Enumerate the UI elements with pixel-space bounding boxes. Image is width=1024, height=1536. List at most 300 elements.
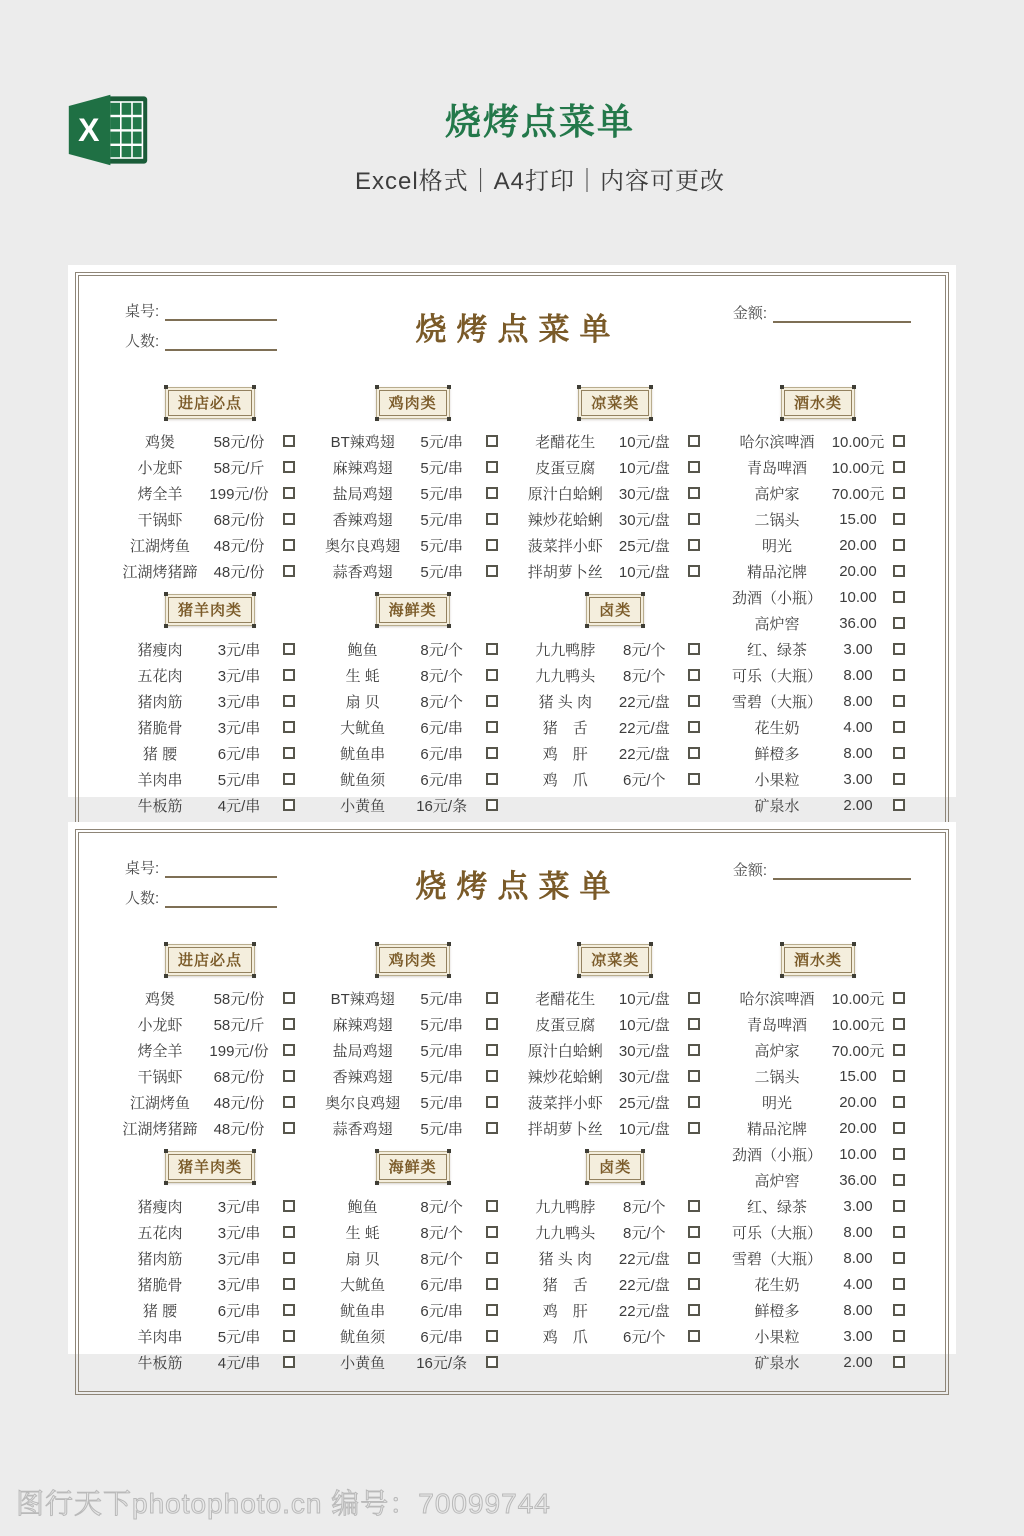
item-checkbox[interactable] bbox=[283, 643, 295, 655]
item-name: 鲍鱼 bbox=[347, 641, 378, 659]
item-price: 6元/串 bbox=[217, 1302, 261, 1320]
item-checkbox[interactable] bbox=[283, 773, 295, 785]
item-checkbox[interactable] bbox=[688, 1044, 700, 1056]
category-band bbox=[117, 935, 303, 985]
item-checkbox[interactable] bbox=[283, 747, 295, 759]
item-checkbox[interactable] bbox=[688, 1096, 700, 1108]
item-checkbox[interactable] bbox=[283, 1044, 295, 1056]
item-checkbox[interactable] bbox=[893, 1148, 905, 1160]
badge-pin-icon bbox=[447, 974, 451, 978]
item-checkbox[interactable] bbox=[486, 721, 498, 733]
menu-item-row bbox=[725, 454, 911, 480]
item-price: 22元/盘 bbox=[618, 1276, 670, 1294]
amount-label: 金额: bbox=[732, 305, 767, 322]
item-price: 3.00 bbox=[843, 640, 873, 658]
item-checkbox[interactable] bbox=[688, 747, 700, 759]
item-checkbox[interactable] bbox=[893, 435, 905, 447]
item-checkbox[interactable] bbox=[688, 669, 700, 681]
category-band bbox=[320, 378, 506, 428]
amount-blank[interactable] bbox=[773, 865, 911, 880]
table-number-blank[interactable] bbox=[165, 863, 277, 878]
item-checkbox[interactable] bbox=[283, 1018, 295, 1030]
item-checkbox[interactable] bbox=[283, 1304, 295, 1316]
item-checkbox[interactable] bbox=[486, 487, 498, 499]
category-label: 海鲜类 bbox=[379, 597, 447, 623]
category-band bbox=[725, 935, 911, 985]
menu-item-row bbox=[320, 428, 506, 454]
amount-field bbox=[686, 300, 911, 332]
item-name: 高炉家 bbox=[754, 1042, 800, 1060]
menu-item-row bbox=[320, 1297, 506, 1323]
item-price: 10元/盘 bbox=[618, 433, 670, 451]
menu-item-row bbox=[725, 1011, 911, 1037]
badge-pin-icon bbox=[852, 974, 856, 978]
item-name: 小果粒 bbox=[754, 1328, 800, 1346]
item-price: 5元/串 bbox=[420, 1068, 463, 1086]
people-count-label: 人数: bbox=[125, 333, 160, 350]
item-name: 猪 舌 bbox=[542, 719, 588, 737]
menu-item-row bbox=[522, 428, 708, 454]
order-fields bbox=[117, 300, 350, 360]
item-checkbox[interactable] bbox=[486, 643, 498, 655]
item-checkbox[interactable] bbox=[893, 721, 905, 733]
item-checkbox[interactable] bbox=[893, 1330, 905, 1342]
item-name: 猪瘦肉 bbox=[137, 1198, 183, 1216]
category-label: 进店必点 bbox=[168, 390, 252, 416]
category-label: 猪羊肉类 bbox=[168, 1154, 252, 1180]
item-checkbox[interactable] bbox=[486, 1096, 498, 1108]
item-price: 22元/盘 bbox=[618, 719, 670, 737]
item-price: 8元/个 bbox=[420, 1224, 463, 1242]
item-checkbox[interactable] bbox=[283, 1070, 295, 1082]
item-price: 30元/盘 bbox=[618, 1042, 670, 1060]
item-price: 20.00 bbox=[839, 1119, 877, 1137]
item-price: 3.00 bbox=[843, 770, 873, 788]
people-count-blank[interactable] bbox=[165, 336, 277, 351]
category-label: 卤类 bbox=[589, 597, 641, 623]
item-checkbox[interactable] bbox=[283, 539, 295, 551]
category-band bbox=[522, 584, 708, 636]
menu-item-row bbox=[522, 454, 708, 480]
item-price: 6元/个 bbox=[623, 1328, 666, 1346]
item-price: 6元/串 bbox=[420, 771, 463, 789]
menu-item-row bbox=[320, 1089, 506, 1115]
item-checkbox[interactable] bbox=[688, 1226, 700, 1238]
item-name: 精品沱牌 bbox=[746, 1120, 807, 1138]
item-price: 3元/串 bbox=[217, 1276, 261, 1294]
item-price: 5元/串 bbox=[420, 1016, 463, 1034]
item-name: 菠菜拌小虾 bbox=[527, 537, 603, 555]
item-checkbox[interactable] bbox=[486, 1044, 498, 1056]
badge-pin-icon bbox=[780, 385, 784, 389]
item-checkbox[interactable] bbox=[688, 1122, 700, 1134]
item-checkbox[interactable] bbox=[688, 1304, 700, 1316]
category-band bbox=[522, 1141, 708, 1193]
item-name: 猪 头 肉 bbox=[538, 1250, 592, 1268]
item-checkbox[interactable] bbox=[688, 1018, 700, 1030]
menu-item-row bbox=[522, 480, 708, 506]
item-name: 高炉窖 bbox=[754, 615, 800, 633]
item-checkbox[interactable] bbox=[486, 1226, 498, 1238]
item-price: 30元/盘 bbox=[618, 511, 670, 529]
item-checkbox[interactable] bbox=[688, 1330, 700, 1342]
table-number-blank[interactable] bbox=[165, 306, 277, 321]
menu-item-row bbox=[725, 714, 911, 740]
item-name: 五花肉 bbox=[137, 1224, 183, 1242]
menu-item-row bbox=[117, 792, 303, 818]
amount-field bbox=[686, 857, 911, 889]
item-checkbox[interactable] bbox=[486, 435, 498, 447]
item-checkbox[interactable] bbox=[893, 1304, 905, 1316]
item-checkbox[interactable] bbox=[486, 1070, 498, 1082]
badge-pin-icon bbox=[375, 942, 379, 946]
category-badge bbox=[781, 387, 855, 419]
badge-pin-icon bbox=[852, 385, 856, 389]
menu-item-row bbox=[522, 558, 708, 584]
item-checkbox[interactable] bbox=[283, 669, 295, 681]
item-checkbox[interactable] bbox=[893, 992, 905, 1004]
item-price: 5元/串 bbox=[420, 485, 463, 503]
badge-pin-icon bbox=[164, 592, 168, 596]
item-checkbox[interactable] bbox=[688, 1070, 700, 1082]
menu-item-row bbox=[522, 662, 708, 688]
badge-pin-icon bbox=[577, 942, 581, 946]
item-name: 鲍鱼 bbox=[347, 1198, 378, 1216]
people-count-field bbox=[125, 887, 350, 908]
item-checkbox[interactable] bbox=[486, 1356, 498, 1368]
item-name: 干锅虾 bbox=[137, 1068, 183, 1086]
item-checkbox[interactable] bbox=[893, 1226, 905, 1238]
category-badge bbox=[376, 387, 450, 419]
item-checkbox[interactable] bbox=[486, 695, 498, 707]
badge-pin-icon bbox=[252, 974, 256, 978]
item-price: 5元/串 bbox=[420, 563, 463, 581]
item-checkbox[interactable] bbox=[893, 1122, 905, 1134]
item-price: 6元/串 bbox=[420, 745, 463, 763]
badge-pin-icon bbox=[447, 417, 451, 421]
item-price: 10元/盘 bbox=[618, 990, 670, 1008]
item-name: 高炉家 bbox=[754, 485, 800, 503]
menu-item-row bbox=[522, 636, 708, 662]
item-checkbox[interactable] bbox=[486, 513, 498, 525]
item-checkbox[interactable] bbox=[486, 669, 498, 681]
menu-item-row bbox=[725, 1219, 911, 1245]
item-name: 青岛啤酒 bbox=[746, 1016, 807, 1034]
menu-item-row bbox=[725, 662, 911, 688]
menu-grid bbox=[117, 378, 911, 818]
item-checkbox[interactable] bbox=[486, 1200, 498, 1212]
item-checkbox[interactable] bbox=[893, 643, 905, 655]
category-badge bbox=[165, 1151, 255, 1183]
item-price: 8元/个 bbox=[623, 641, 666, 659]
item-checkbox[interactable] bbox=[486, 747, 498, 759]
item-price: 5元/串 bbox=[420, 537, 463, 555]
item-checkbox[interactable] bbox=[893, 1018, 905, 1030]
item-name: 鸡 肝 bbox=[542, 745, 588, 763]
item-checkbox[interactable] bbox=[893, 1252, 905, 1264]
badge-pin-icon bbox=[252, 942, 256, 946]
item-checkbox[interactable] bbox=[688, 435, 700, 447]
item-price: 8.00 bbox=[843, 666, 873, 684]
item-checkbox[interactable] bbox=[486, 1304, 498, 1316]
item-checkbox[interactable] bbox=[486, 1252, 498, 1264]
item-name: 蒜香鸡翅 bbox=[332, 563, 393, 581]
amount-blank[interactable] bbox=[773, 308, 911, 323]
item-price: 3元/串 bbox=[217, 1198, 261, 1216]
badge-pin-icon bbox=[375, 385, 379, 389]
item-price: 48元/份 bbox=[213, 563, 265, 581]
category-band bbox=[117, 584, 303, 636]
menu-item-row bbox=[725, 766, 911, 792]
item-price: 6元/个 bbox=[623, 771, 666, 789]
item-checkbox[interactable] bbox=[893, 461, 905, 473]
item-name: 明光 bbox=[761, 537, 792, 555]
category-badge bbox=[165, 594, 255, 626]
item-name: 干锅虾 bbox=[137, 511, 183, 529]
menu-column bbox=[320, 935, 506, 1375]
item-price: 68元/份 bbox=[213, 511, 265, 529]
item-price: 68元/份 bbox=[213, 1068, 265, 1086]
item-checkbox[interactable] bbox=[893, 591, 905, 603]
item-checkbox[interactable] bbox=[893, 617, 905, 629]
item-name: 鲜橙多 bbox=[754, 1302, 800, 1320]
item-checkbox[interactable] bbox=[688, 992, 700, 1004]
badge-pin-icon bbox=[164, 974, 168, 978]
item-checkbox[interactable] bbox=[283, 1122, 295, 1134]
item-checkbox[interactable] bbox=[688, 721, 700, 733]
item-checkbox[interactable] bbox=[893, 513, 905, 525]
badge-pin-icon bbox=[252, 417, 256, 421]
item-price: 10元/盘 bbox=[618, 1120, 670, 1138]
item-price: 5元/串 bbox=[217, 771, 261, 789]
menu-item-row bbox=[320, 766, 506, 792]
item-checkbox[interactable] bbox=[893, 1044, 905, 1056]
item-price: 8元/个 bbox=[623, 1224, 666, 1242]
item-price: 10.00元 bbox=[831, 1016, 885, 1034]
people-count-blank[interactable] bbox=[165, 893, 277, 908]
category-label: 海鲜类 bbox=[379, 1154, 447, 1180]
item-checkbox[interactable] bbox=[486, 461, 498, 473]
category-label: 凉菜类 bbox=[581, 947, 649, 973]
item-price: 4.00 bbox=[843, 718, 873, 736]
item-name: 矿泉水 bbox=[754, 797, 800, 815]
menu-card-bottom bbox=[68, 822, 956, 1372]
item-checkbox[interactable] bbox=[893, 1174, 905, 1186]
item-checkbox[interactable] bbox=[486, 1278, 498, 1290]
item-checkbox[interactable] bbox=[283, 1252, 295, 1264]
menu-item-row bbox=[725, 1089, 911, 1115]
item-checkbox[interactable] bbox=[688, 539, 700, 551]
category-badge bbox=[578, 387, 652, 419]
table-number-label: 桌号: bbox=[125, 860, 160, 877]
item-name: 猪脆骨 bbox=[137, 719, 183, 737]
item-name: 江湖烤鱼 bbox=[129, 1094, 190, 1112]
menu-item-row bbox=[522, 1089, 708, 1115]
item-name: 二锅头 bbox=[754, 511, 800, 529]
menu-item-row bbox=[117, 1297, 303, 1323]
category-badge bbox=[586, 1151, 644, 1183]
item-name: 哈尔滨啤酒 bbox=[739, 990, 815, 1008]
item-checkbox[interactable] bbox=[688, 643, 700, 655]
item-checkbox[interactable] bbox=[688, 695, 700, 707]
item-checkbox[interactable] bbox=[283, 695, 295, 707]
item-checkbox[interactable] bbox=[893, 1200, 905, 1212]
menu-item-row bbox=[725, 1141, 911, 1167]
item-checkbox[interactable] bbox=[688, 565, 700, 577]
item-checkbox[interactable] bbox=[893, 773, 905, 785]
menu-item-row bbox=[522, 1063, 708, 1089]
category-label: 卤类 bbox=[589, 1154, 641, 1180]
menu-item-row bbox=[725, 506, 911, 532]
menu-item-row bbox=[725, 792, 911, 818]
menu-item-row bbox=[725, 636, 911, 662]
item-name: 鸡 爪 bbox=[542, 1328, 588, 1346]
menu-item-row bbox=[117, 1089, 303, 1115]
badge-pin-icon bbox=[252, 1181, 256, 1185]
category-band bbox=[725, 378, 911, 428]
item-checkbox[interactable] bbox=[688, 1200, 700, 1212]
item-checkbox[interactable] bbox=[688, 1278, 700, 1290]
item-checkbox[interactable] bbox=[893, 487, 905, 499]
item-name: 九九鸭头 bbox=[535, 1224, 596, 1242]
item-checkbox[interactable] bbox=[283, 487, 295, 499]
item-price: 8元/个 bbox=[623, 1198, 666, 1216]
menu-item-row bbox=[320, 1271, 506, 1297]
menu-item-row bbox=[117, 454, 303, 480]
item-checkbox[interactable] bbox=[283, 1330, 295, 1342]
item-name: 小龙虾 bbox=[137, 459, 183, 477]
item-checkbox[interactable] bbox=[283, 565, 295, 577]
item-price: 5元/串 bbox=[420, 1042, 463, 1060]
item-name: 猪脆骨 bbox=[137, 1276, 183, 1294]
amount-label: 金额: bbox=[732, 862, 767, 879]
item-checkbox[interactable] bbox=[688, 461, 700, 473]
menu-item-row bbox=[117, 1323, 303, 1349]
item-checkbox[interactable] bbox=[283, 461, 295, 473]
item-checkbox[interactable] bbox=[283, 1226, 295, 1238]
item-checkbox[interactable] bbox=[283, 799, 295, 811]
item-name: 皮蛋豆腐 bbox=[535, 1016, 596, 1034]
menu-item-row bbox=[320, 985, 506, 1011]
menu-column bbox=[522, 378, 708, 818]
menu-item-row bbox=[522, 1011, 708, 1037]
item-checkbox[interactable] bbox=[486, 773, 498, 785]
item-name: 盐局鸡翅 bbox=[332, 1042, 393, 1060]
item-name: 盐局鸡翅 bbox=[332, 485, 393, 503]
item-price: 15.00 bbox=[839, 510, 877, 528]
item-price: 3.00 bbox=[843, 1197, 873, 1215]
item-price: 5元/串 bbox=[420, 511, 463, 529]
item-checkbox[interactable] bbox=[893, 539, 905, 551]
item-price: 70.00元 bbox=[831, 1042, 885, 1060]
item-name: 猪瘦肉 bbox=[137, 641, 183, 659]
item-name: 劲酒（小瓶） bbox=[731, 1146, 822, 1164]
item-checkbox[interactable] bbox=[283, 435, 295, 447]
item-checkbox[interactable] bbox=[283, 1356, 295, 1368]
item-checkbox[interactable] bbox=[283, 513, 295, 525]
item-name: 哈尔滨啤酒 bbox=[739, 433, 815, 451]
item-price: 48元/份 bbox=[213, 1120, 265, 1138]
menu-item-row bbox=[725, 428, 911, 454]
category-badge bbox=[578, 944, 652, 976]
item-checkbox[interactable] bbox=[893, 565, 905, 577]
item-price: 8元/个 bbox=[420, 693, 463, 711]
item-name: 青岛啤酒 bbox=[746, 459, 807, 477]
item-checkbox[interactable] bbox=[486, 992, 498, 1004]
menu-item-row bbox=[522, 985, 708, 1011]
badge-pin-icon bbox=[164, 417, 168, 421]
item-checkbox[interactable] bbox=[486, 1122, 498, 1134]
item-name: 高炉窖 bbox=[754, 1172, 800, 1190]
item-price: 8元/个 bbox=[420, 1198, 463, 1216]
item-checkbox[interactable] bbox=[893, 1070, 905, 1082]
item-checkbox[interactable] bbox=[688, 513, 700, 525]
item-checkbox[interactable] bbox=[893, 1278, 905, 1290]
menu-item-row bbox=[117, 558, 303, 584]
item-name: 烤全羊 bbox=[137, 1042, 183, 1060]
category-label: 进店必点 bbox=[168, 947, 252, 973]
menu-item-row bbox=[522, 714, 708, 740]
item-checkbox[interactable] bbox=[893, 669, 905, 681]
badge-pin-icon bbox=[447, 942, 451, 946]
item-name: 鱿鱼须 bbox=[340, 771, 386, 789]
item-name: 奥尔良鸡翅 bbox=[325, 1094, 401, 1112]
item-name: 鲜橙多 bbox=[754, 745, 800, 763]
item-checkbox[interactable] bbox=[486, 1330, 498, 1342]
item-checkbox[interactable] bbox=[486, 565, 498, 577]
item-checkbox[interactable] bbox=[893, 695, 905, 707]
item-checkbox[interactable] bbox=[486, 799, 498, 811]
item-checkbox[interactable] bbox=[283, 1096, 295, 1108]
item-checkbox[interactable] bbox=[283, 721, 295, 733]
badge-pin-icon bbox=[375, 1149, 379, 1153]
item-name: 鱿鱼串 bbox=[340, 745, 386, 763]
item-checkbox[interactable] bbox=[688, 1252, 700, 1264]
item-checkbox[interactable] bbox=[893, 799, 905, 811]
item-price: 58元/份 bbox=[213, 990, 265, 1008]
item-name: 原汁白蛤蜊 bbox=[527, 1042, 603, 1060]
item-checkbox[interactable] bbox=[688, 487, 700, 499]
menu-item-row bbox=[320, 636, 506, 662]
item-price: 22元/盘 bbox=[618, 693, 670, 711]
people-count-label: 人数: bbox=[125, 890, 160, 907]
badge-pin-icon bbox=[641, 624, 645, 628]
item-name: 小黄鱼 bbox=[340, 1354, 386, 1372]
item-checkbox[interactable] bbox=[283, 992, 295, 1004]
item-checkbox[interactable] bbox=[486, 1018, 498, 1030]
item-checkbox[interactable] bbox=[893, 1356, 905, 1368]
item-checkbox[interactable] bbox=[283, 1278, 295, 1290]
item-name: 九九鸭脖 bbox=[535, 1198, 596, 1216]
item-price: 25元/盘 bbox=[618, 537, 670, 555]
menu-item-row bbox=[117, 636, 303, 662]
menu-item-row bbox=[117, 740, 303, 766]
item-price: 6元/串 bbox=[420, 1276, 463, 1294]
item-checkbox[interactable] bbox=[893, 747, 905, 759]
item-checkbox[interactable] bbox=[283, 1200, 295, 1212]
item-price: 10.00元 bbox=[831, 433, 885, 451]
item-price: 10.00元 bbox=[831, 990, 885, 1008]
menu-item-row bbox=[725, 1063, 911, 1089]
item-name: 牛板筋 bbox=[137, 797, 183, 815]
item-checkbox[interactable] bbox=[688, 773, 700, 785]
item-checkbox[interactable] bbox=[486, 539, 498, 551]
item-checkbox[interactable] bbox=[893, 1096, 905, 1108]
item-name: 生 蚝 bbox=[345, 1224, 380, 1242]
badge-pin-icon bbox=[447, 624, 451, 628]
menu-item-row bbox=[725, 1349, 911, 1375]
badge-pin-icon bbox=[447, 385, 451, 389]
